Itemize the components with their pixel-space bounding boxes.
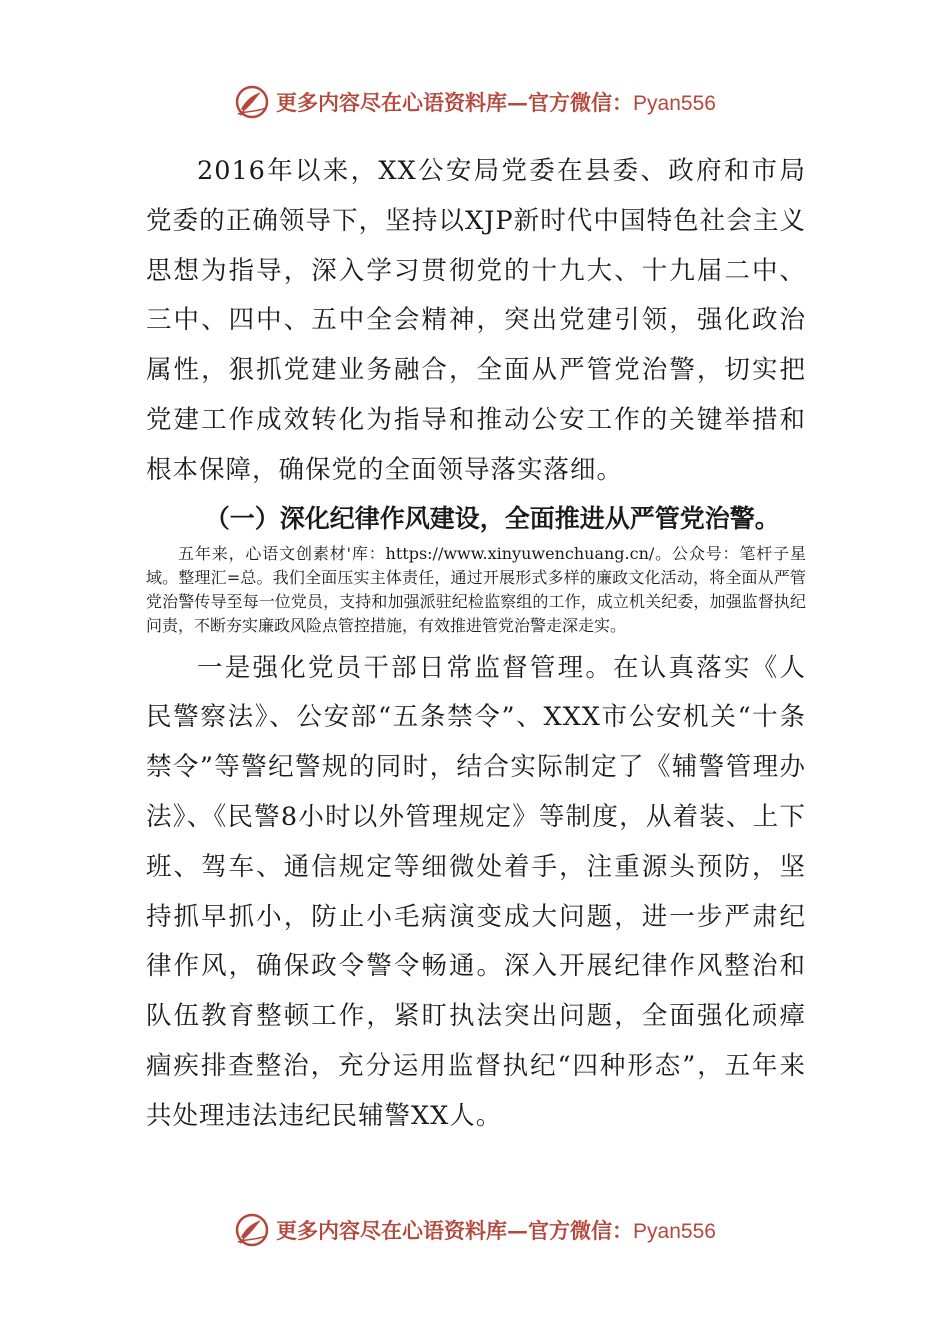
banner-wechat: Pyan556 <box>633 92 716 115</box>
footer-banner <box>0 1210 950 1250</box>
body-paragraph-2: 一是强化党员干部日常监督管理。在认真落实《人民警察法》、公安部“五条禁令”、XXX市公安机关“十条禁令”等警纪警规的同时，结合实际制定了《辅警管理办法》、《民警8小时以外管理规定》等制度，从着装、上下班、驾车、通信规定等细微处着手，注重源头预防，坚持抓早抓小，防止小毛病演变成大问题，进一步严肃纪律作风，确保政令警令畅通。深入开展纪律作风整治和队伍教育整顿工作，紧盯执法突出问题，全面强化顽瘴痼疾排查整治，充分运用监督执纪“四种形态”，五年来共处理违法违纪民辅警XX人。 <box>146 652 806 1131</box>
small-paragraph: 五年来，心语文创素材'库：https://www.xinyuwenchuang.cn/。公众号：笔杆子星域。整理汇=总。我们全面压实主体责任，通过开展形式多样的廉政文化活动，将全面从严管党治警传导至每一位党员，支持和加强派驻纪检监察组的工作，成立机关纪委，加强监督执纪问责，不断夯实廉政风险点管控措施，有效推进管党治警走深走实。 <box>146 543 806 635</box>
pen-logo-icon <box>234 84 270 120</box>
document-body <box>146 147 806 1142</box>
body-paragraph-1: 2016年以来，XX公安局党委在县委、政府和市局党委的正确领导下，坚持以XJP新时代中国特色社会主义思想为指导，深入学习贯彻党的十九大、十九届二中、三中、四中、五中全会精神，突出党建引领，强化政治属性，狠抓党建业务融合，全面从严管党治警，切实把党建工作成效转化为指导和推动公安工作的关键举措和根本保障，确保党的全面领导落实落细。 <box>146 156 806 485</box>
pen-logo-icon <box>234 1212 270 1248</box>
header-banner <box>0 82 950 122</box>
section-heading: （一）深化纪律作风建设，全面推进从严管党治警。 <box>204 503 780 533</box>
banner-text: 更多内容尽在心语资料库—官方微信：Pyan556 <box>276 90 716 115</box>
banner-wechat: Pyan556 <box>633 1220 716 1243</box>
banner-text: 更多内容尽在心语资料库—官方微信：Pyan556 <box>276 1218 716 1243</box>
